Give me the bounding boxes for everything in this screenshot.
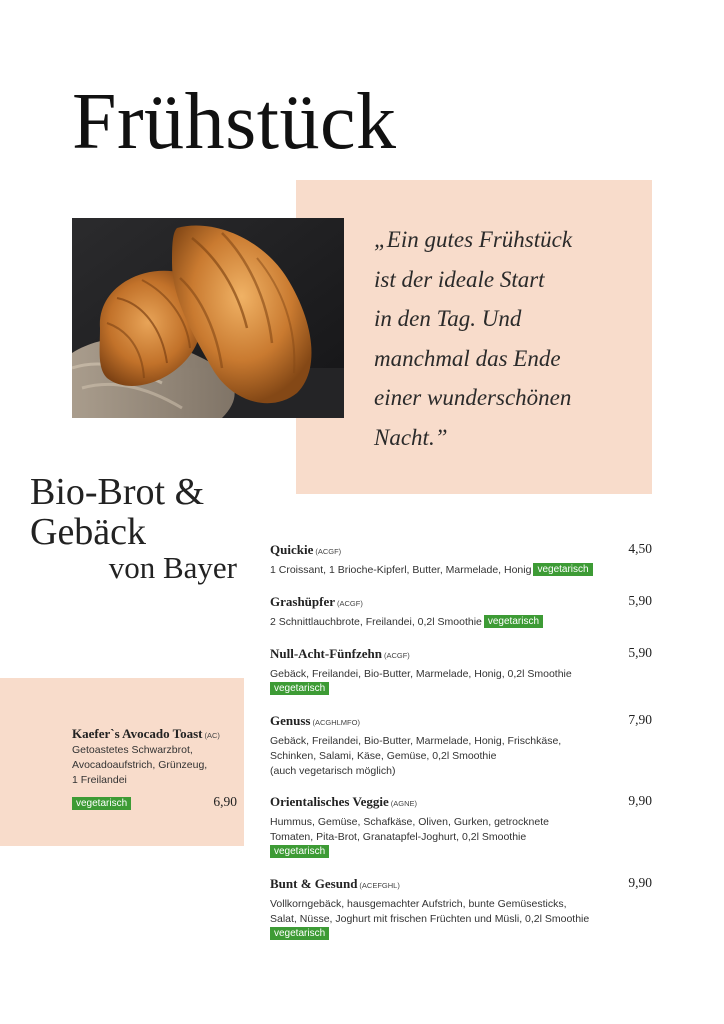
- section-title: [30, 472, 245, 584]
- menu-item: [270, 793, 652, 860]
- item-name: Grashüpfer: [270, 594, 335, 609]
- item-desc-line: 2 Schnittlauchbrote, Freilandei, 0,2l Smoothie: [270, 616, 482, 628]
- menu-item: [270, 541, 652, 578]
- item-name: Quickie: [270, 542, 314, 557]
- item-desc-line: Salat, Nüsse, Joghurt mit frischen Früchten und Müsli, 0,2l Smoothie: [270, 913, 590, 925]
- item-price: 9,90: [628, 793, 652, 808]
- quote-text: [374, 220, 644, 457]
- item-name: Orientalisches Veggie: [270, 794, 389, 809]
- item-desc-line: 1 Freilandei: [72, 774, 127, 786]
- quote-line: in den Tag. Und: [374, 306, 522, 331]
- item-desc-line: Schinken, Salami, Käse, Gemüse, 0,2l Smoothie: [270, 750, 497, 762]
- item-name: Kaefer`s Avocado Toast: [72, 726, 203, 741]
- item-allergens: (ACEFGHL): [359, 881, 400, 890]
- item-name: Bunt & Gesund: [270, 876, 358, 891]
- quote-line: ist der ideale Start: [374, 266, 545, 292]
- item-name: Genuss: [270, 713, 311, 728]
- menu-item: [270, 875, 652, 942]
- item-desc-line: Tomaten, Pita-Brot, Granatapfel-Joghurt, 0,2l Smoothie: [270, 831, 527, 843]
- item-desc-line: Avocadoaufstrich, Grünzeug,: [72, 759, 208, 771]
- item-allergens: (AGNE): [390, 799, 418, 808]
- menu-item: [270, 645, 652, 697]
- item-desc-line: Gebäck, Freilandei, Bio-Butter, Marmelade, Honig, Frischkäse,: [270, 735, 562, 747]
- vegetarian-badge: vegetarisch: [270, 682, 329, 695]
- item-price: 9,90: [628, 875, 652, 890]
- item-desc-line: 1 Croissant, 1 Brioche-Kipferl, Butter, Marmelade, Honig: [270, 564, 532, 576]
- item-desc-line: Getoastetes Schwarzbrot,: [72, 744, 193, 756]
- croissant-photo: [72, 218, 344, 418]
- item-price: 4,50: [628, 541, 652, 556]
- vegetarian-badge: vegetarisch: [270, 927, 329, 940]
- item-price: 5,90: [628, 593, 652, 608]
- item-allergens: (ACGF): [315, 547, 342, 556]
- featured-menu-item: [72, 725, 237, 810]
- item-price: 6,90: [213, 794, 237, 809]
- section-title-line: Bio-Brot &: [30, 471, 205, 513]
- item-description: [72, 743, 237, 788]
- section-title-line: Gebäck: [30, 511, 147, 553]
- vegetarian-badge: vegetarisch: [484, 615, 543, 628]
- quote-line: manchmal das Ende: [374, 345, 561, 371]
- section-title-subline: von Bayer: [108, 550, 237, 585]
- quote-line: Nacht.”: [374, 424, 448, 450]
- item-allergens: (AC): [204, 731, 220, 740]
- menu-item: [270, 593, 652, 630]
- vegetarian-badge: vegetarisch: [270, 845, 329, 858]
- item-price: 5,90: [628, 645, 652, 660]
- item-allergens: (ACGF): [337, 599, 363, 608]
- quote-line: einer wunderschönen: [374, 385, 572, 410]
- vegetarian-badge: vegetarisch: [72, 797, 131, 810]
- page-title: Frühstück: [72, 78, 397, 166]
- item-name: Null-Acht-Fünfzehn: [270, 646, 382, 661]
- item-allergens: (ACGHLMFO): [312, 718, 360, 727]
- item-desc-line: Gebäck, Freilandei, Bio-Butter, Marmelade, Honig, 0,2l Smoothie: [270, 668, 572, 680]
- item-allergens: (ACGF): [383, 651, 410, 660]
- item-desc-line: (auch vegetarisch möglich): [270, 765, 396, 777]
- vegetarian-badge: vegetarisch: [533, 563, 592, 576]
- item-desc-line: Vollkorngebäck, hausgemachter Aufstrich, bunte Gemüsesticks,: [270, 898, 567, 910]
- quote-line: „Ein gutes Frühstück: [374, 227, 573, 252]
- item-desc-line: Hummus, Gemüse, Schafkäse, Oliven, Gurken, getrocknete: [270, 816, 549, 828]
- item-price: 7,90: [628, 712, 652, 727]
- menu-item: [270, 712, 652, 779]
